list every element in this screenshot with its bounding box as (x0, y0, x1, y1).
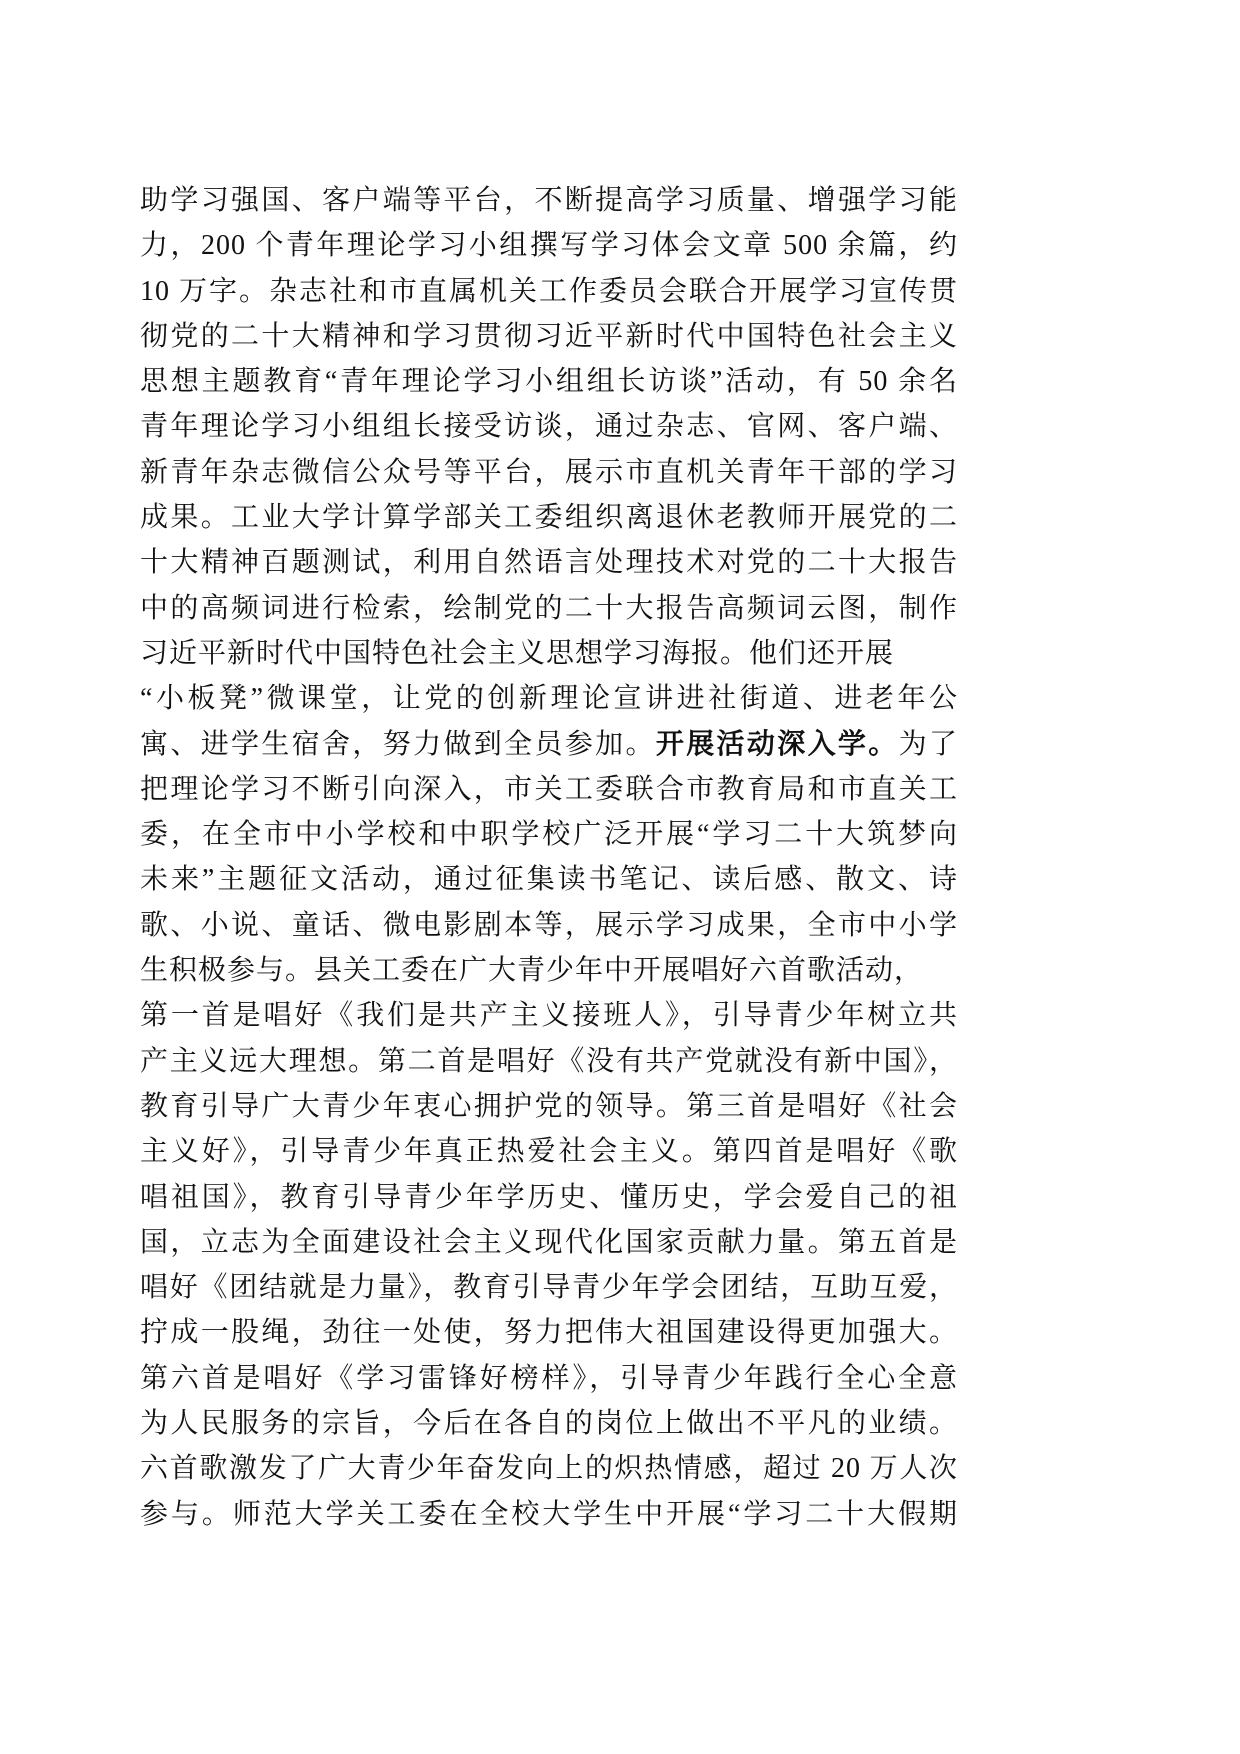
body-text (140, 178, 958, 1537)
text-line: 歌、小说、童话、微电影剧本等，展示学习成果，全市中小学 (140, 909, 958, 941)
text-line: 把理论学习不断引向深入，市关工委联合市教育局和市直关工 (140, 773, 958, 805)
text-line-with-bold-heading (140, 722, 958, 767)
text-line: 青年理论学习小组组长接受访谈，通过杂志、官网、客户端、 (140, 411, 958, 443)
text-line: 唱祖国》，教育引导青少年学历史、懂历史，学会爱自己的祖 (140, 1181, 958, 1213)
text-line: 十大精神百题测试，利用自然语言处理技术对党的二十大报告 (140, 547, 958, 579)
text-line: 新青年杂志微信公众号等平台，展示市直机关青年干部的学习 (140, 456, 958, 488)
text-line: 六首歌激发了广大青少年奋发向上的炽热情感，超过 20 万人次 (140, 1453, 958, 1485)
text-line: 彻党的二十大精神和学习贯彻习近平新时代中国特色社会主义 (140, 320, 958, 352)
bold-subheading: 开展活动深入学。 (655, 728, 899, 760)
text-line: 产主义远大理想。第二首是唱好《没有共产党就没有新中国》， (140, 1045, 958, 1077)
text-line: 为人民服务的宗旨，今后在各自的岗位上做出不平凡的业绩。 (140, 1408, 958, 1440)
text-line: 国，立志为全面建设社会主义现代化国家贡献力量。第五首是 (140, 1226, 958, 1258)
text-line: 成果。工业大学计算学部关工委组织离退休老教师开展党的二 (140, 502, 958, 534)
text-line: 习近平新时代中国特色社会主义思想学习海报。他们还开展 (140, 637, 895, 669)
text-line: “小板凳”微课堂，让党的创新理论宣讲进社街道、进老年公 (140, 683, 958, 715)
text-line: 思想主题教育“青年理论学习小组组长访谈”活动，有 50 余名 (140, 366, 958, 398)
text-segment: 寓、进学生宿舍，努力做到全员参加。 (140, 728, 656, 760)
text-line: 中的高频词进行检索，绘制党的二十大报告高频词云图，制作 (140, 592, 958, 624)
text-line: 助学习强国、客户端等平台，不断提高学习质量、增强学习能 (140, 185, 958, 216)
text-line: 唱好《团结就是力量》，教育引导青少年学会团结，互助互爱， (140, 1272, 958, 1304)
text-line: 生积极参与。县关工委在广大青少年中开展唱好六首歌活动， (140, 955, 924, 987)
text-line: 第六首是唱好《学习雷锋好榜样》，引导青少年践行全心全意 (140, 1362, 958, 1394)
text-line: 参与。师范大学关工委在全校大学生中开展“学习二十大假期 (140, 1498, 958, 1530)
text-line: 第一首是唱好《我们是共产主义接班人》，引导青少年树立共 (140, 1000, 958, 1032)
text-line: 委，在全市中小学校和中职学校广泛开展“学习二十大筑梦向 (140, 819, 958, 851)
text-line: 10 万字。杂志社和市直属机关工作委员会联合开展学习宣传贯 (140, 275, 958, 307)
text-line: 教育引导广大青少年衷心拥护党的领导。第三首是唱好《社会 (140, 1090, 958, 1122)
text-line: 拧成一股绳，劲往一处使，努力把伟大祖国建设得更加强大。 (140, 1317, 958, 1349)
text-segment: 为了 (898, 728, 958, 760)
text-line: 力，200 个青年理论学习小组撰写学习体会文章 500 余篇，约 (140, 230, 958, 262)
text-line: 主义好》，引导青少年真正热爱社会主义。第四首是唱好《歌 (140, 1136, 958, 1168)
text-line: 未来”主题征文活动，通过征集读书笔记、读后感、散文、诗 (140, 864, 958, 896)
